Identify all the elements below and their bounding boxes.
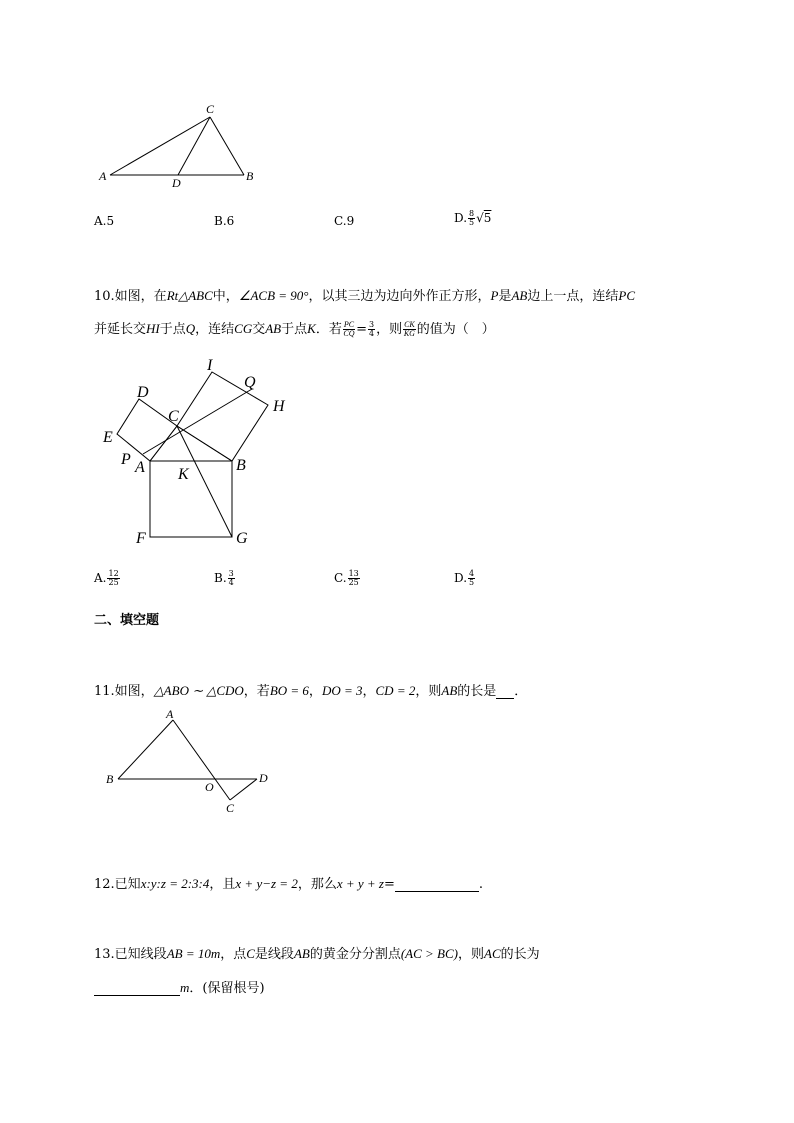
q11-label-b: B	[106, 772, 114, 786]
q9-option-a: A.5	[94, 214, 115, 228]
q10-option-b: B. $\frac{3}{4}$	[214, 569, 234, 587]
q10-label-g: G	[236, 530, 248, 547]
q10-label-c: C	[168, 408, 179, 425]
q13-answer-blank[interactable]	[94, 983, 180, 996]
q9-option-d: D. $\frac{8}{5}$ √5	[454, 209, 492, 227]
q10-label-b: B	[236, 457, 246, 474]
q10-label-e: E	[103, 429, 113, 446]
q11-label-a: A	[166, 707, 174, 721]
q10-label-a: A	[135, 459, 145, 476]
q11-label-o: O	[205, 780, 214, 794]
q9-label-d: D	[172, 176, 181, 190]
q10-label-i: I	[207, 357, 213, 374]
q10-option-d: D. $\frac{4}{5}$	[454, 569, 475, 587]
q10-option-c: C. $\frac{13}{25}$	[334, 569, 359, 587]
q11-label-d: D	[259, 771, 268, 785]
q9-label-b: B	[246, 169, 254, 183]
q10-label-d: D	[137, 384, 149, 401]
q10-label-q: Q	[244, 374, 256, 391]
section-heading: 二、填空题	[94, 613, 160, 628]
q13-line2: m．(保留根号)	[94, 977, 265, 996]
q13-line1: 13.已知线段AB = 10m，点C是线段AB的黄金分分割点(AC > BC)，则AC的长为	[94, 946, 540, 962]
q10-label-f: F	[136, 530, 146, 547]
q9-option-b: B.6	[214, 214, 235, 228]
q10-option-a: A. $\frac{12}{25}$	[94, 569, 119, 587]
q9-label-c: C	[206, 102, 215, 116]
q10-label-p: P	[121, 451, 131, 468]
q10-label-k: K	[178, 466, 189, 483]
q9-label-a: A	[99, 169, 107, 183]
q10-line1: 10.如图，在Rt△ABC中，∠ACB = 90°，以其三边为边向外作正方形，P是AB边上一点，连结PC	[94, 288, 636, 304]
q11-text: 11.如图，△ABO ∼ △CDO，若BO = 6，DO = 3，CD = 2，则AB的长是 ．	[94, 683, 528, 699]
q10-label-h: H	[273, 398, 285, 415]
q12-text: 12.已知x:y:z = 2:3:4，且x + y−z = 2，那么x + y + z= .	[94, 876, 484, 892]
q10-line2: 并延长交HI于点Q，连结CG交AB于点K．若 $\frac{PC}{CQ}$ = $\frac{3}{4}$ ，则 $\frac{CK}{KG}$ 的值为（ ）	[94, 320, 495, 338]
q9-option-c: C.9	[334, 214, 355, 228]
q12-answer-blank[interactable]	[395, 879, 479, 892]
q11-label-c: C	[226, 801, 235, 815]
